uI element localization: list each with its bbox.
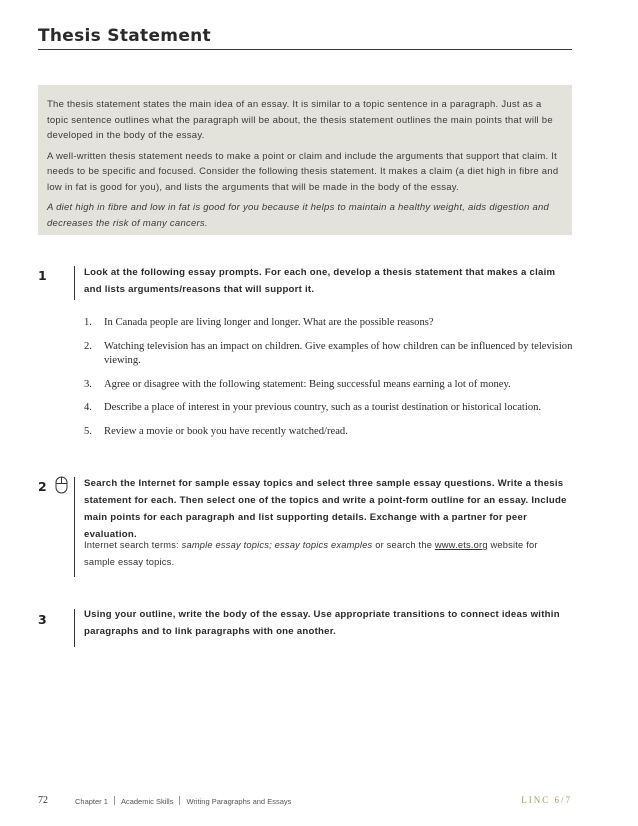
exercise-1-number: 1 (38, 268, 47, 283)
title-divider (38, 49, 572, 50)
footer-topic: Writing Paragraphs and Essays (186, 797, 292, 806)
ets-website-link[interactable]: www.ets.org (434, 540, 488, 550)
footer-separator (114, 796, 115, 805)
prompt-number: 1. (84, 317, 92, 328)
footer-chapter: Chapter 1 (75, 797, 108, 806)
series-brand: LINC 6/7 (521, 795, 572, 805)
prompt-text: Watching television has an impact on children. Give examples of how children can be influenced by television viewing. (104, 340, 573, 366)
list-item (84, 425, 574, 440)
breadcrumb (75, 796, 291, 806)
prompt-text: Agree or disagree with the following statement: Being successful means earning a lot of money. (104, 378, 511, 390)
prompt-text: Review a movie or book you have recently watched/read. (104, 425, 348, 437)
prompt-number: 2. (84, 340, 92, 352)
essay-prompts-list (84, 316, 574, 448)
exercise-2-bar (74, 477, 75, 577)
intro-paragraph-2: A well-written thesis statement needs to make a point or claim and include the arguments that support that claim. It needs to be specific and focused. Consider the following thesis statement. It makes a claim (a diet high in fibre and low in fat is good for you), and lists the arguments that will be made in the body of the essay. (47, 150, 559, 193)
footer-separator (179, 796, 180, 805)
intro-box (38, 85, 572, 235)
page-number: 72 (38, 795, 48, 806)
intro-example: A diet high in fibre and low in fat is good for you because it helps to maintain a healthy weight, aids digestion and decreases the risk of many cancers. (47, 202, 550, 229)
exercise-1-bar (74, 266, 75, 300)
computer-mouse-icon (55, 476, 68, 499)
search-terms: sample essay topics; essay topics examples (181, 540, 373, 550)
exercise-3-instruction: Using your outline, write the body of the essay. Use appropriate transitions to connect ideas within paragraphs and to link paragraphs with one another. (84, 609, 560, 637)
exercise-1-instruction: Look at the following essay prompts. For each one, develop a thesis statement that makes a claim and lists arguments/reasons that will support it. (84, 267, 556, 295)
note-lead: Internet search terms: (84, 540, 182, 550)
prompt-number: 4. (84, 402, 92, 413)
prompt-text: In Canada people are living longer and longer. What are the possible reasons? (104, 317, 434, 328)
list-item (84, 316, 574, 331)
note-middle: or search the (372, 540, 435, 550)
exercise-3-bar (74, 609, 75, 647)
list-item (84, 401, 574, 416)
exercise-3-number: 3 (38, 612, 47, 627)
exercise-2-instruction: Search the Internet for sample essay topics and select three sample essay questions. Write a thesis statement for each. Then select one of the topics and write a point-form outline for an essay. Include main points for each paragraph and list supporting details. Exchange with a partner for peer evaluation. (84, 478, 567, 540)
note-tail: website for sample essay topics. (84, 540, 538, 567)
prompt-text: Describe a place of interest in your previous country, such as a tourist destination or historical location. (104, 402, 542, 413)
prompt-number: 3. (84, 378, 92, 390)
prompt-number: 5. (84, 425, 92, 437)
footer-section: Academic Skills (120, 797, 174, 806)
list-item (84, 378, 574, 393)
intro-paragraph-1: The thesis statement states the main idea of an essay. It is similar to a topic sentence in a paragraph. Just as a topic sentence outlines what the paragraph will be about, the thesis statement outlines the main points that will be developed in the body of the essay. (47, 99, 553, 141)
page-title: Thesis Statement (38, 26, 211, 46)
exercise-2-number: 2 (38, 479, 47, 494)
list-item (84, 340, 574, 369)
exercise-2-search-note (84, 537, 570, 571)
